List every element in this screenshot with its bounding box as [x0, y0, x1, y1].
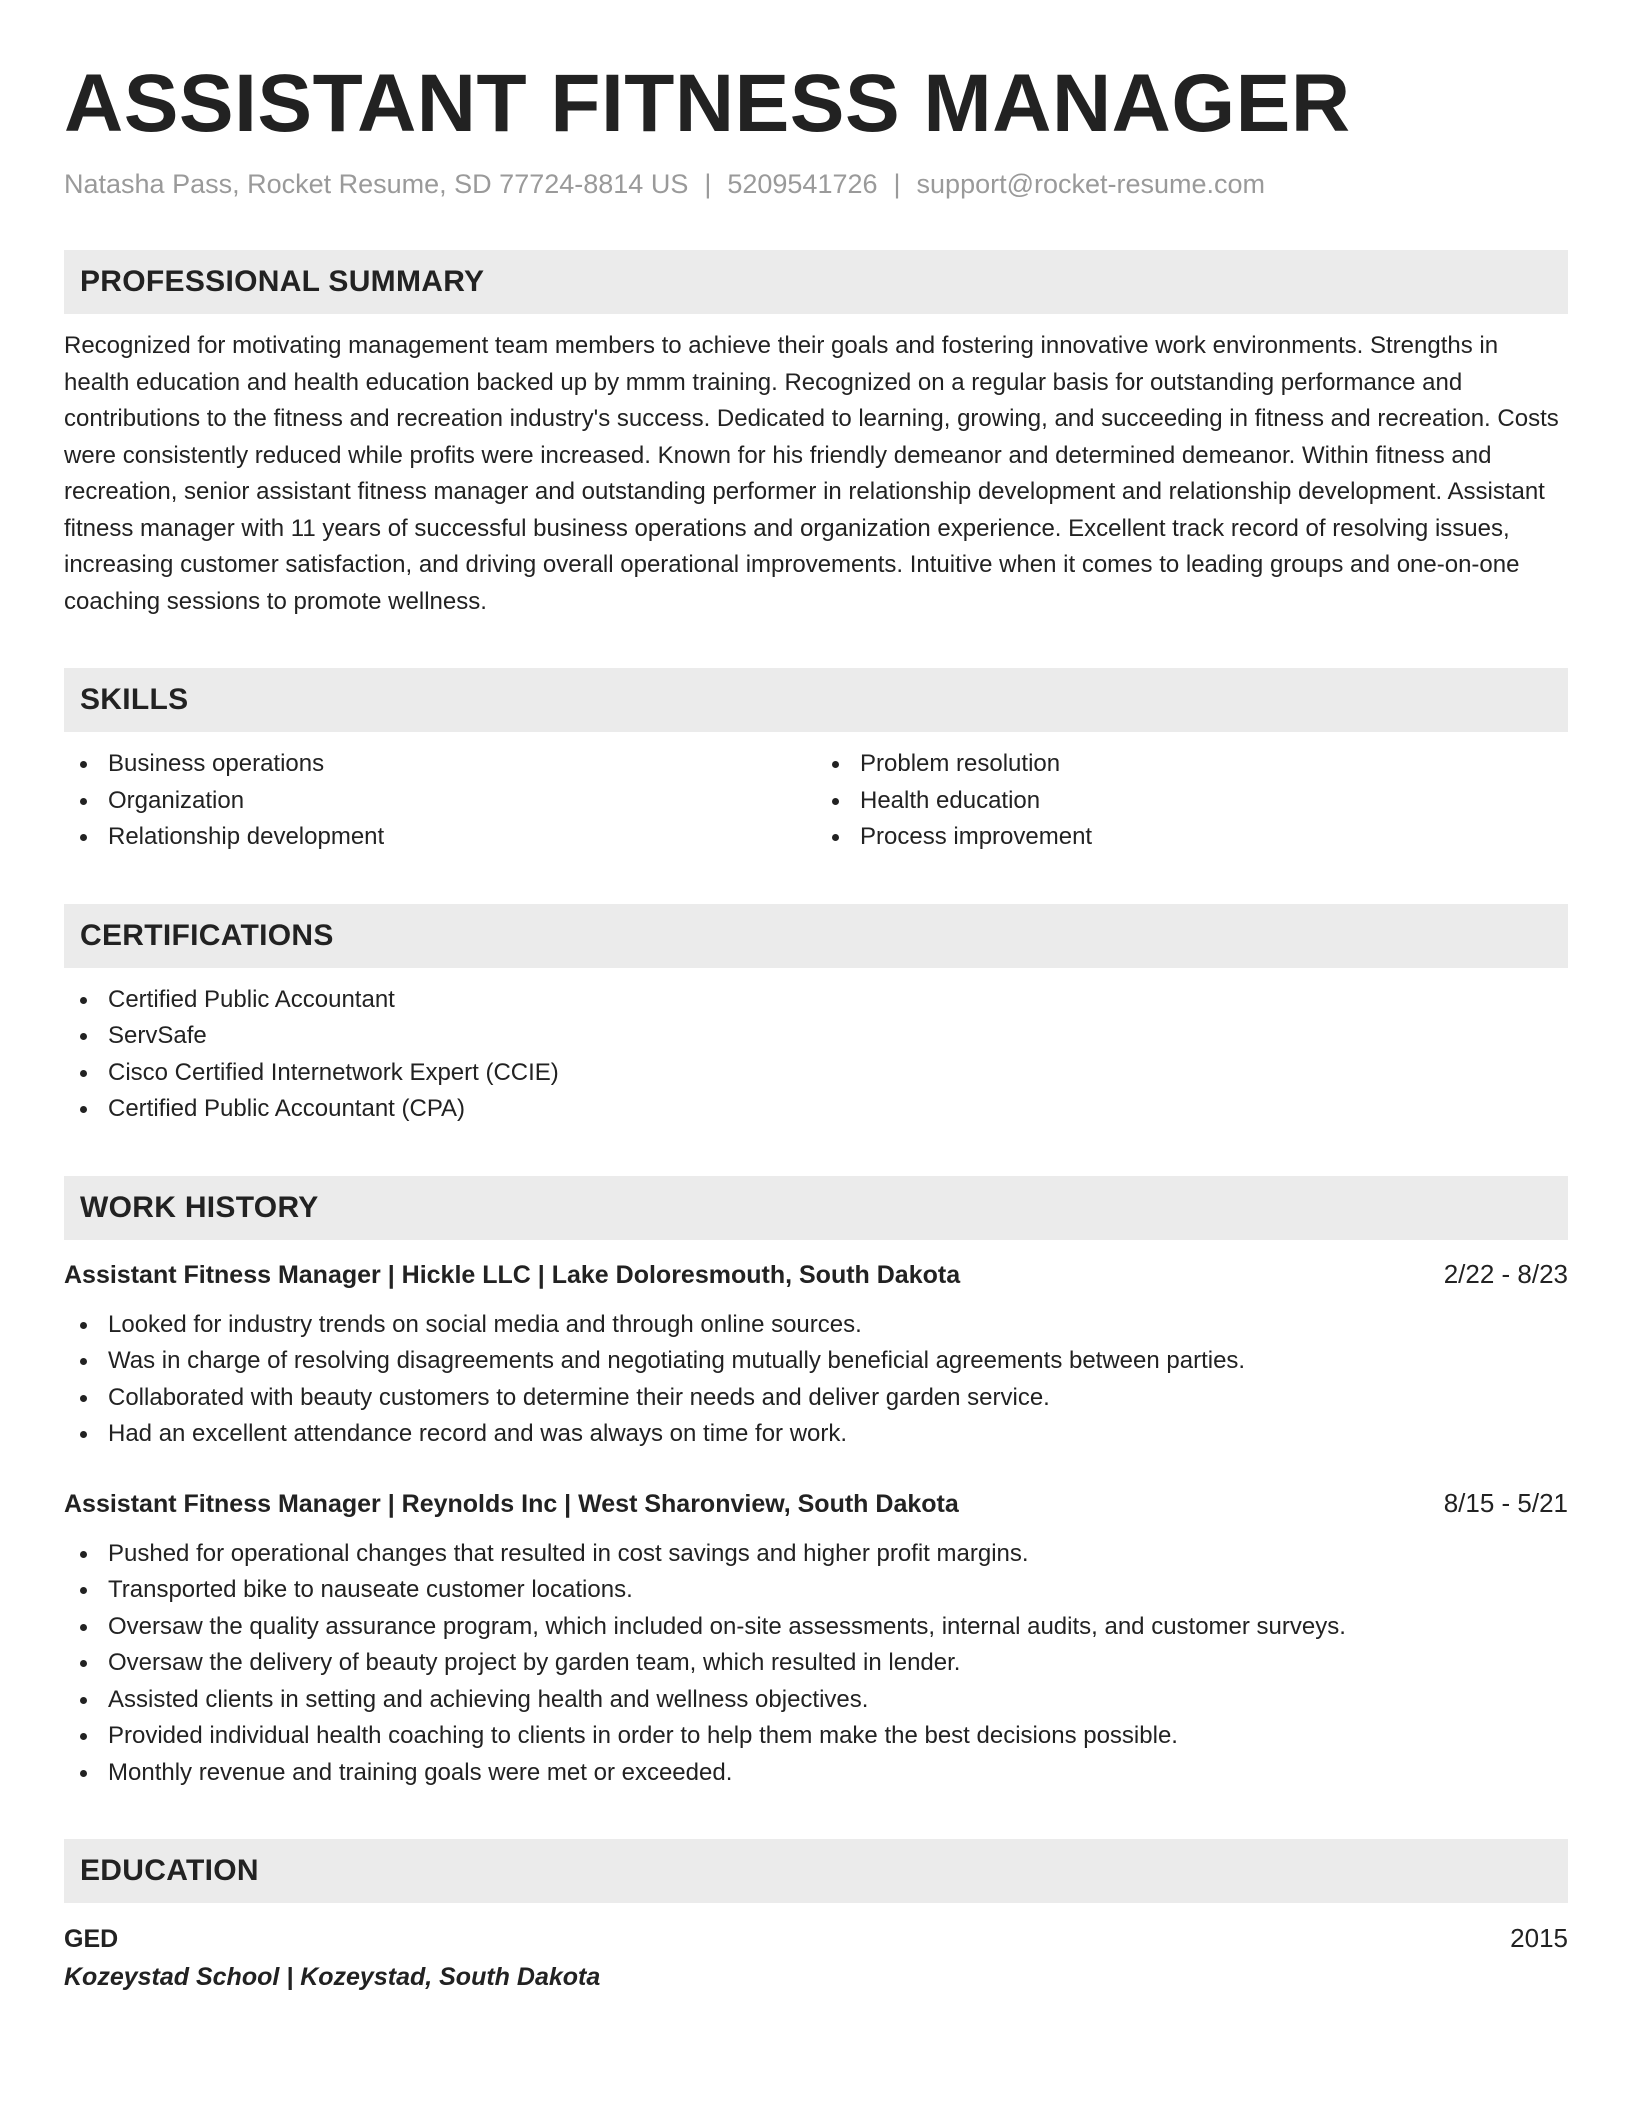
list-item: Assisted clients in setting and achieving health and wellness objectives.: [64, 1682, 1568, 1719]
list-item: Monthly revenue and training goals were met or exceeded.: [64, 1755, 1568, 1792]
page-title: ASSISTANT FITNESS MANAGER: [64, 58, 1351, 149]
list-item: Organization: [64, 783, 816, 820]
job-entry: [64, 1256, 1568, 1453]
skills-grid: [64, 746, 1568, 856]
list-item: Pushed for operational changes that resulted in cost savings and higher profit margins.: [64, 1536, 1568, 1573]
list-item: Oversaw the quality assurance program, which included on-site assessments, internal audits, and customer surveys.: [64, 1609, 1568, 1646]
skills-list-right: [816, 746, 1568, 856]
education-entry: [64, 1919, 1568, 1996]
list-item: Process improvement: [816, 819, 1568, 856]
skills-section-header: [64, 668, 1568, 732]
list-item: Relationship development: [64, 819, 816, 856]
list-item: Oversaw the delivery of beauty project by garden team, which resulted in lender.: [64, 1645, 1568, 1682]
contact-address: Natasha Pass, Rocket Resume, SD 77724-8814 US: [64, 169, 689, 199]
certifications-section-header: [64, 904, 1568, 968]
education-school: Kozeystad School | Kozeystad, South Dakota: [64, 1963, 601, 1991]
list-item: Collaborated with beauty customers to determine their needs and deliver garden service.: [64, 1380, 1568, 1417]
work-heading: WORK HISTORY: [80, 1190, 319, 1224]
skills-column-left: [64, 746, 816, 856]
list-item: Problem resolution: [816, 746, 1568, 783]
contact-email: support@rocket-resume.com: [916, 169, 1266, 199]
list-item: Certified Public Accountant (CPA): [64, 1091, 1568, 1128]
list-item: Had an excellent attendance record and was always on time for work.: [64, 1416, 1568, 1453]
job-header: [64, 1485, 1568, 1522]
job-dates: 2/22 - 8/23: [1443, 1258, 1568, 1289]
job-bullets: [64, 1536, 1568, 1792]
certifications-block: [64, 982, 1568, 1128]
summary-heading: PROFESSIONAL SUMMARY: [80, 265, 485, 298]
summary-text: Recognized for motivating management team members to achieve their goals and fostering innovative work environments. Strengths in health education and health education backed up by mmm training. Recognized on a regular basis for outstanding performance and contributions to the fitness and recreation industry's success. Dedicated to learning, growing, and succeeding in fitness and recreation. Costs were consistently reduced while profits were increased. Known for his friendly demeanor and determined demeanor. Within fitness and recreation, senior assistant fitness manager and outstanding performer in relationship development and relationship development. Assistant fitness manager with 11 years of successful business operations and organization experience. Excellent track record of resolving issues, increasing customer satisfaction, and driving overall operational improvements. Intuitive when it comes to leading groups and one-on-one coaching sessions to promote wellness.: [64, 332, 1559, 615]
contact-line: [64, 166, 1568, 202]
summary-section-header: [64, 250, 1568, 314]
job-header: [64, 1256, 1568, 1293]
skills-column-right: [816, 746, 1568, 856]
list-item: ServSafe: [64, 1018, 1568, 1055]
skills-list-left: [64, 746, 816, 856]
list-item: Business operations: [64, 746, 816, 783]
job-title: Assistant Fitness Manager | Hickle LLC | Lake Doloresmouth, South Dakota: [64, 1260, 961, 1289]
job-bullets: [64, 1307, 1568, 1453]
work-section-header: [64, 1176, 1568, 1240]
education-degree: GED: [64, 1925, 119, 1953]
job-entry: [64, 1485, 1568, 1792]
certifications-list: [64, 982, 1568, 1128]
job-title: Assistant Fitness Manager | Reynolds Inc | West Sharonview, South Dakota: [64, 1489, 959, 1518]
job-dates: 8/15 - 5/21: [1443, 1487, 1568, 1518]
list-item: Was in charge of resolving disagreements and negotiating mutually beneficial agreements between parties.: [64, 1343, 1568, 1380]
education-header: [64, 1919, 1568, 1958]
contact-separator: |: [704, 169, 712, 199]
certifications-heading: CERTIFICATIONS: [80, 918, 334, 952]
skills-heading: SKILLS: [80, 683, 189, 716]
education-heading: EDUCATION: [80, 1854, 259, 1887]
list-item: Health education: [816, 783, 1568, 820]
education-year: 2015: [1510, 1923, 1568, 1953]
education-section-header: [64, 1839, 1568, 1903]
list-item: Cisco Certified Internetwork Expert (CCIE): [64, 1055, 1568, 1092]
contact-phone: 5209541726: [727, 169, 878, 199]
list-item: Certified Public Accountant: [64, 982, 1568, 1019]
contact-separator: |: [893, 169, 901, 199]
list-item: Transported bike to nauseate customer locations.: [64, 1572, 1568, 1609]
list-item: Provided individual health coaching to clients in order to help them make the best decisions possible.: [64, 1718, 1568, 1755]
list-item: Looked for industry trends on social media and through online sources.: [64, 1307, 1568, 1344]
